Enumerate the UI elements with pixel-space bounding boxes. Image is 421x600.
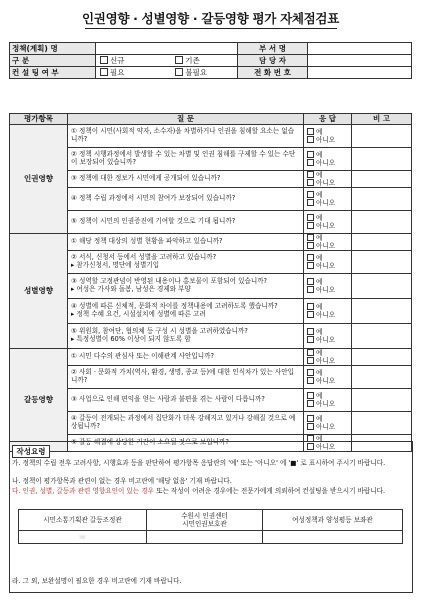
question-main: ① 시민 다수의 관심사 또는 이해관계 사안입니까? [71,352,215,361]
category-cell: 성별영향 [10,234,68,349]
question-main: ② 서식, 신청서 등에서 성별을 고려하고 있습니까? [71,253,217,262]
question-main: ② 사회 · 문화적 가치(역사, 환경, 생명, 종교 등)에 대한 인식차가 있는 사안입니까? [71,368,294,384]
phone-label: 전 화 번 호 [238,67,308,79]
answer-cell [304,171,352,188]
answer-yes-checkbox[interactable] [307,415,314,422]
remarks-cell[interactable] [352,188,412,211]
question-row [10,125,412,148]
answer-yes-label: 예 [316,151,323,159]
answer-cell [304,148,352,171]
note-da [12,487,407,495]
answer-yes-label: 예 [316,191,323,199]
answer-yes-checkbox[interactable] [307,392,314,399]
answer-yes-checkbox[interactable] [307,128,314,135]
answer-no-option [307,199,351,207]
consult-options [96,67,238,79]
answer-yes-label: 예 [316,328,323,336]
question-main: ③ 사업으로 인해 편익을 얻는 사람과 불편을 겪는 사람이 다릅니까? [71,395,265,404]
question-main: ⑤ 위원회, 참여단, 협의체 등 구성 시 성별을 고려하였습니까? [71,327,248,336]
answer-no-checkbox[interactable] [307,179,314,186]
answer-cell [304,412,352,435]
answer-yes-option [307,254,351,262]
question-main: ⑤ 정책이 시민의 인권증진에 기여할 것으로 기대 됩니까? [71,217,236,226]
answer-no-option [307,311,351,319]
answer-no-checkbox[interactable] [307,423,314,430]
question-main: ④ 정책 수립 과정에서 시민의 참여가 보장되어 있습니까? [71,194,236,203]
question-text [68,274,304,299]
question-text [68,389,304,412]
answer-yes-checkbox[interactable] [307,328,314,335]
answer-cell [304,389,352,412]
answer-no-label: 아니오 [316,400,336,408]
note-na: 나. 정책이 평가항목과 관련이 없는 경우 비고란에 '해당 없음' 기재 바랍니다. [12,477,232,485]
answer-no-option [307,222,351,230]
type-existing-checkbox[interactable] [175,56,183,64]
answer-no-label: 아니오 [316,336,336,344]
remarks-cell[interactable] [352,274,412,299]
answer-yes-checkbox[interactable] [307,191,314,198]
answer-cell [304,349,352,366]
contacts-table [18,509,403,544]
type-options [96,55,238,67]
answer-cell [304,234,352,251]
answer-cell [304,299,352,324]
question-row [10,366,412,389]
answer-yes-option [307,151,351,159]
question-row [10,412,412,435]
question-row [10,251,412,274]
contact-human-rights [147,510,263,531]
answer-yes-label: 예 [316,303,323,311]
title-underline [85,28,337,29]
answer-no-checkbox[interactable] [307,336,314,343]
answer-no-label: 아니오 [316,377,336,385]
question-row [10,274,412,299]
consult-label: 컨 설 팅 여 부 [10,67,96,79]
page-title: 인권영향 · 성별영향 · 갈등영향 평가 자체점검표 [82,11,339,26]
question-main: ③ 정책에 대한 정보가 시민에게 공개되어 있습니까? [71,174,221,183]
question-text [68,412,304,435]
answer-yes-label: 예 [316,254,323,262]
question-example: ▸ 여성은 가사와 돌봄, 남성은 경제와 부양 [71,285,191,293]
remarks-cell[interactable] [352,171,412,188]
answer-yes-option [307,171,351,179]
remarks-cell[interactable] [352,366,412,389]
assessment-table [9,113,412,452]
answer-yes-option [307,234,351,242]
answer-yes-checkbox[interactable] [307,254,314,261]
consult-unneeded-label: 불필요 [185,68,208,77]
answer-cell [304,251,352,274]
answer-no-checkbox[interactable] [307,311,314,318]
answer-no-option [307,242,351,250]
answer-yes-label: 예 [316,349,323,357]
contact-phone-1: ☏ [19,531,147,544]
answer-cell [304,211,352,234]
question-main: ④ 갈등이 전개되는 과정에서 집단화가 더욱 강해지고 있거나 강해질 것으로 예상됩니까? [71,414,296,430]
remarks-cell[interactable] [352,251,412,274]
answer-no-label: 아니오 [316,179,336,187]
contact-phone-3 [263,531,403,544]
question-main: ④ 성별에 따른 신체적, 문화적 차이를 정책내용에 고려하도록 했습니까? [71,302,278,311]
answer-yes-label: 예 [316,435,323,443]
answer-yes-label: 예 [316,234,323,242]
sections-body [10,125,412,452]
answer-yes-option [307,392,351,400]
question-text [68,125,304,148]
question-text [68,324,304,349]
answer-yes-option [307,214,351,222]
answer-no-checkbox[interactable] [307,377,314,384]
answer-yes-option [307,303,351,311]
question-main: ① 해당 정책 대상의 성별 현황을 파악하고 있습니까? [71,237,223,246]
answer-cell [304,366,352,389]
question-text [68,211,304,234]
answer-no-checkbox[interactable] [307,286,314,293]
answer-no-checkbox[interactable] [307,400,314,407]
answer-no-label: 아니오 [316,443,336,451]
answer-yes-option [307,415,351,423]
policy-field[interactable] [96,43,238,55]
answer-no-checkbox[interactable] [307,357,314,364]
remarks-cell[interactable] [352,389,412,412]
question-text [68,148,304,171]
type-existing-label: 기존 [185,56,200,65]
policy-label: 정책(계획) 명 [10,43,96,55]
answer-yes-checkbox[interactable] [307,151,314,158]
answer-no-option [307,357,351,365]
answer-yes-checkbox[interactable] [307,349,314,356]
answer-no-option [307,377,351,385]
note-ga: 가. 정책의 수립 전후 고려사항, 시행효과 등을 판단하여 평가항목 응답란의 '예' 또는 '아니오' 에 '■' 로 표시하여 주시기 바랍니다. [12,459,386,467]
answer-yes-label: 예 [316,128,323,136]
phone-field[interactable] [308,67,412,79]
remarks-cell[interactable] [352,148,412,171]
consult-needed-label: 필요 [110,68,125,77]
type-new-label: 신규 [110,56,125,65]
question-text [68,299,304,324]
remarks-cell[interactable] [352,324,412,349]
answer-yes-checkbox[interactable] [307,278,314,285]
answer-yes-label: 예 [316,171,323,179]
answer-yes-checkbox[interactable] [307,214,314,221]
header-question: 질 문 [68,114,304,125]
answer-no-label: 아니오 [316,242,336,250]
question-text [68,349,304,366]
answer-no-checkbox[interactable] [307,159,314,166]
consult-unneeded-checkbox[interactable] [175,68,183,76]
answer-no-option [307,136,351,144]
answer-cell [304,125,352,148]
answer-no-option [307,179,351,187]
answer-no-checkbox[interactable] [307,136,314,143]
question-row [10,324,412,349]
answer-yes-option [307,128,351,136]
answer-yes-label: 예 [316,392,323,400]
question-row [10,171,412,188]
question-row [10,389,412,412]
question-main: ③ 성역할 고정관념이 반영된 내용이나 홍보물이 포함되어 있습니까? [71,277,268,286]
question-row [10,349,412,366]
answer-yes-option [307,278,351,286]
note-da-rest: 또는 작성이 어려운 경우에는 전문가에게 의뢰하여 컨설팅을 받으시기 바랍니다. [153,487,386,495]
person-label: 담 당 자 [238,55,308,67]
answer-no-label: 아니오 [316,159,336,167]
answer-yes-label: 예 [316,278,323,286]
answer-yes-checkbox[interactable] [307,369,314,376]
type-new-checkbox[interactable] [100,56,108,64]
question-example: ▸ 특정성별이 60% 이상이 되지 않도록 함 [71,335,191,343]
answer-no-label: 아니오 [316,199,336,207]
remarks-cell[interactable] [352,412,412,435]
answer-yes-label: 예 [316,214,323,222]
answer-yes-checkbox[interactable] [307,171,314,178]
answer-yes-label: 예 [316,415,323,423]
answer-cell [304,324,352,349]
contact-gender: 여성정책과 양성평등 보좌관 [263,510,403,531]
header-remarks: 비 고 [352,114,412,125]
contact-conflict: 시민소통기획관 갈등조정관 [19,510,147,531]
question-main: ② 정책 시행과정에서 발생할 수 있는 차별 및 인권 침해를 구제할 수 있는 수단이 보장되어 있습니까? [71,150,296,166]
question-text [68,188,304,211]
question-text [68,234,304,251]
answer-no-checkbox[interactable] [307,242,314,249]
answer-no-label: 아니오 [316,286,336,294]
question-main: ⑤ 갈등 해결에 상당한 기간이 소요될 것으로 보입니까? [71,438,229,447]
answer-yes-option [307,328,351,336]
category-cell: 갈등영향 [10,349,68,452]
note-ra: 라. 그 외, 보완설명이 필요한 경우 비고란에 기재 바랍니다. [12,577,182,585]
answer-no-checkbox[interactable] [307,222,314,229]
answer-cell [304,274,352,299]
answer-no-label: 아니오 [316,311,336,319]
answer-cell [304,188,352,211]
answer-yes-option [307,349,351,357]
answer-no-label: 아니오 [316,136,336,144]
question-text [68,251,304,274]
answer-yes-option [307,369,351,377]
answer-no-option [307,262,351,270]
answer-no-checkbox[interactable] [307,199,314,206]
dept-field[interactable] [308,43,412,55]
remarks-cell[interactable] [352,299,412,324]
answer-no-label: 아니오 [316,222,336,230]
category-cell: 인권영향 [10,125,68,234]
question-row [10,234,412,251]
remarks-cell[interactable] [352,125,412,148]
question-row [10,148,412,171]
answer-yes-checkbox[interactable] [307,303,314,310]
info-table [9,42,412,79]
answer-no-option [307,159,351,167]
answer-yes-option [307,191,351,199]
instructions-heading: 작성요령 [12,445,50,458]
answer-no-option [307,286,351,294]
note-da-highlight: 다. 인권, 성별, 갈등과 관련 영향요인이 있는 경우 [12,487,154,495]
question-row [10,188,412,211]
question-main: ① 정책이 시민(사회적 약자, 소수자)을 차별하거나 인권을 침해할 요소는 없습니까? [71,127,295,143]
answer-no-label: 아니오 [316,262,336,270]
question-example: ▸ 정책 수혜 요건, 시설설치에 성별에 따른 고려 [71,310,206,318]
answer-no-option [307,400,351,408]
answer-no-option [307,336,351,344]
contact-phone-2 [147,531,263,544]
question-example: ▸ 참가신청서, 명단에 성별기입 [71,261,160,269]
contact-hr-line2: 시민인권보호관 [182,520,227,528]
answer-yes-checkbox[interactable] [307,234,314,241]
person-field[interactable] [308,55,412,67]
question-text [68,171,304,188]
remarks-cell[interactable] [352,234,412,251]
question-row [10,211,412,234]
dept-label: 부 서 명 [238,43,308,55]
remarks-cell[interactable] [352,349,412,366]
question-row [10,299,412,324]
answer-no-checkbox[interactable] [307,262,314,269]
question-text [68,366,304,389]
contact-hr-line1: 수원시 인권센터 [181,512,228,520]
answer-yes-label: 예 [316,369,323,377]
header-category: 평가항목 [10,114,68,125]
remarks-cell[interactable] [352,211,412,234]
answer-no-label: 아니오 [316,423,336,431]
header-answer: 응 답 [304,114,352,125]
type-label: 구 분 [10,55,96,67]
answer-no-label: 아니오 [316,357,336,365]
answer-no-option [307,423,351,431]
consult-needed-checkbox[interactable] [100,68,108,76]
